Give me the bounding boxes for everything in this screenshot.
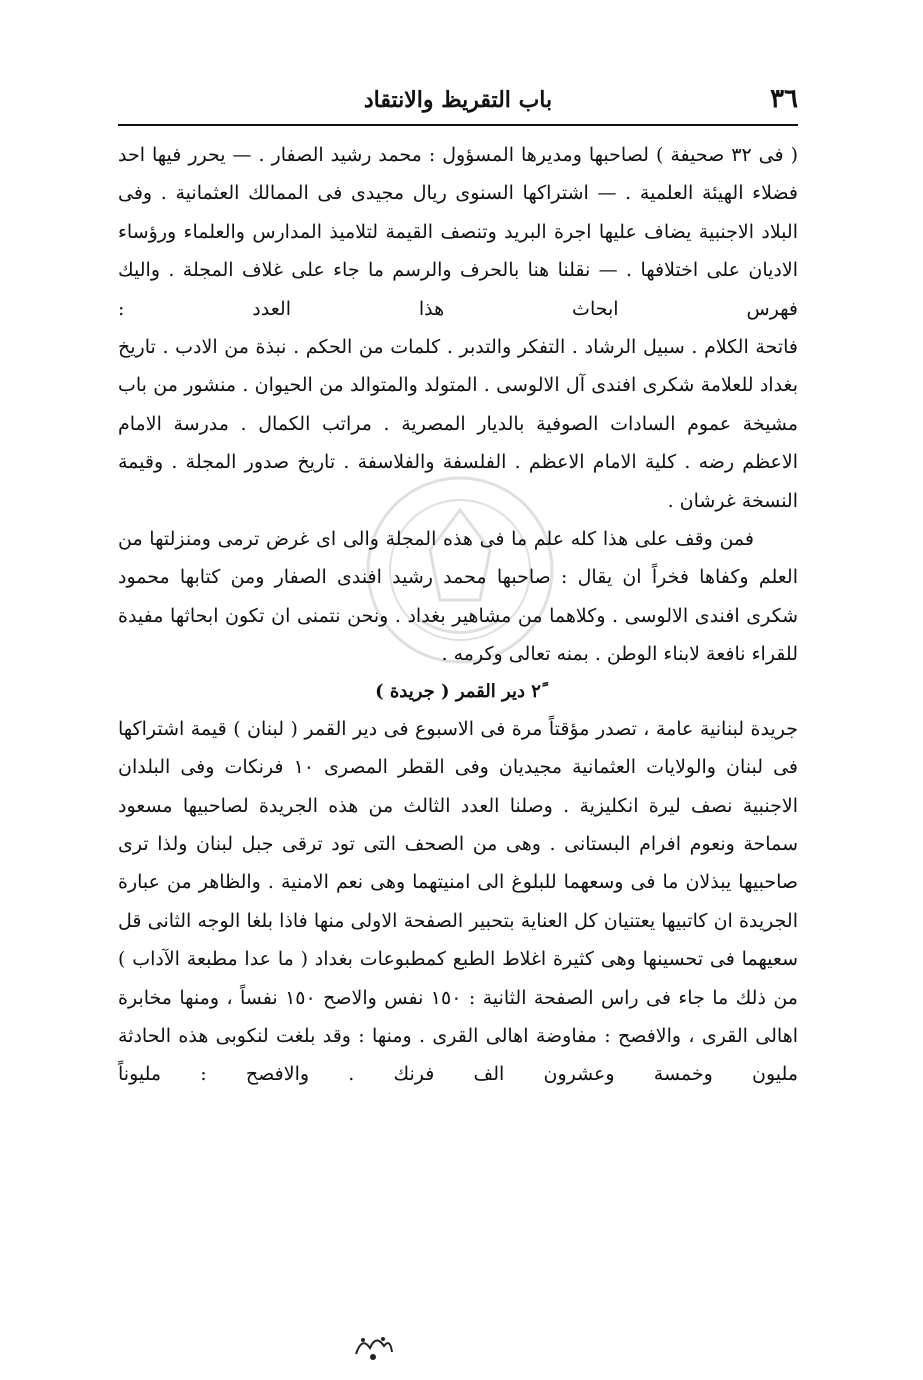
page-number: ٣٦ [770, 84, 798, 114]
paragraph-journal-assessment: فمن وقف على هذا كله علم ما فى هذه المجلة والى اى غرض ترمى ومنزلتها من العلم وكفاها فخراً ان يقال : صاحبها محمد رشيد افندى الصفار ومن كتابها محمود شكرى افندى الالوسى . وكلاهما من مشاهير بغداد . ونحن نتمنى ان تكون ابحاثها مفيدة للقراء نافعة لابناء الوطن . بمنه تعالى وكرمه . [118, 528, 798, 666]
paragraph-journal-description: ( فى ٣٢ صحيفة ) لصاحبها ومديرها المسؤول : محمد رشيد الصفار . — يحرر فيها احد فضلاء الهيئة العلمية . — اشتراكها السنوى ريال مجيدى فى الممالك العثمانية . وفى البلاد الاجنبية يضاف عليها اجرة البريد وتنصف القيمة لتلاميذ المدارس والعلماء ورؤساء الاديان على اختلافها . — نقلنا هنا بالحرف والرسم ما جاء على غلاف المجلة . واليك فهرس ابحاث هذا العدد : [118, 144, 798, 320]
page-header [118, 78, 798, 122]
page-ornament-icon [348, 1330, 398, 1364]
paragraph-contents-list: فاتحة الكلام . سبيل الرشاد . التفكر والتدبر . كلمات من الحكم . نبذة من الادب . تاريخ بغداد للعلامة شكرى افندى آل الالوسى . المتولد والمتوالد من الحيوان . منشور من باب مشيخة عموم السادات الصوفية بالديار المصرية . مراتب الكمال . مدرسة الامام الاعظم رضه . كلية الامام الاعظم . الفلسفة والفلاسفة . تاريخ صدور المجلة . وقيمة النسخة غرشان . [118, 336, 798, 512]
section-heading-dayr-al-qamar: ٢ً دير القمر ( جريدة ) [375, 680, 541, 702]
running-title: باب التقريظ والانتقاد [363, 87, 553, 113]
body-text [118, 136, 798, 1094]
paragraph-newspaper-review: جريدة لبنانية عامة ، تصدر مؤقتاً مرة فى الاسبوع فى دير القمر ( لبنان ) قيمة اشتراكها فى لبنان والولايات العثمانية مجيديان وفى القطر المصرى ١٠ فرنكات وفى البلدان الاجنبية نصف ليرة انكليزية . وصلنا العدد الثالث من هذه الجريدة لصاحبيها مسعود سماحة ونعوم افرام البستانى . وهى من الصحف التى تود ترقى جبل لبنان ولذا ترى صاحبيها يبذلان ما فى وسعهما للبلوغ الى امنيتهما وهى نعم الامنية . والظاهر من عبارة الجريدة ان كاتبيها يعتنيان كل العناية بتحبير الصفحة الاولى منها فاذا بلغا الوجه الثانى قل سعيهما فى تحسينها وهى كثيرة اغلاط الطبع كمطبوعات بغداد ( ما عدا مطبعة الآداب ) من ذلك ما جاء فى راس الصفحة الثانية : ١٥٠ نفس والاصح ١٥٠ نفساً ، ومنها مخابرة اهالى القرى ، والافصح : مفاوضة اهالى القرى . ومنها : وقد بلغت لنكوبى هذه الحادثة مليون وخمسة وعشرون الف فرنك . والافصح : مليوناً [118, 717, 798, 1086]
header-rule [118, 124, 798, 126]
